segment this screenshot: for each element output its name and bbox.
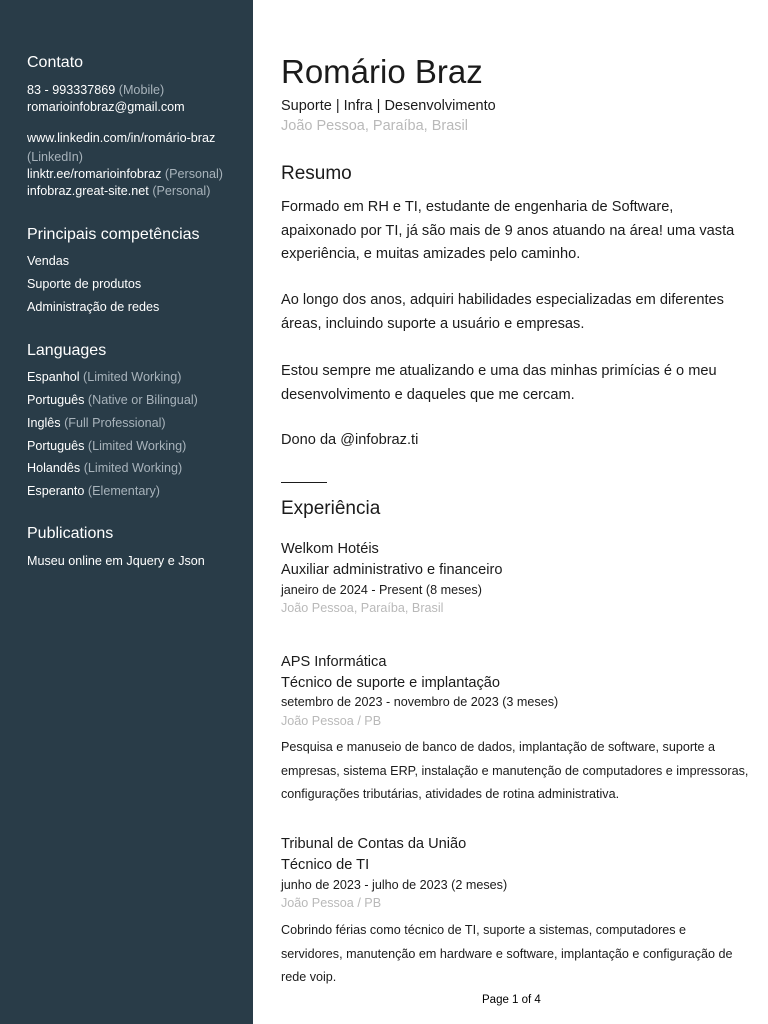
job-role: Técnico de suporte e implantação (281, 675, 501, 691)
job-company: Welkom Hotéis (281, 541, 379, 557)
skills-heading: Principais competências (27, 226, 200, 243)
page-number: Page 1 of 4 (482, 994, 541, 1006)
summary-paragraph: Dono da @infobraz.ti (281, 432, 419, 448)
job-role: Auxiliar administrativo e financeiro (281, 562, 503, 578)
job-role: Técnico de TI (281, 857, 370, 873)
languages-heading: Languages (27, 342, 107, 359)
language-item (27, 461, 182, 475)
profile-location: João Pessoa, Paraíba, Brasil (281, 118, 468, 134)
phone-number: 83 - 993337869 (27, 83, 116, 97)
linktree-label: (Personal) (164, 167, 223, 181)
skill-item: Administração de redes (27, 300, 160, 314)
job-location: João Pessoa, Paraíba, Brasil (281, 601, 444, 615)
language-name: Holandês (27, 461, 81, 475)
language-level: (Full Professional) (64, 416, 166, 430)
job-company: Tribunal de Contas da União (281, 836, 467, 852)
job-location: João Pessoa / PB (281, 714, 382, 728)
job-description: Cobrindo férias como técnico de TI, suporte a sistemas, computadores e servidores, manutenção em hardware e software, implantação e configuração de rede voip. (281, 923, 733, 984)
skill-item: Suporte de produtos (27, 277, 142, 291)
summary-paragraph: Ao longo dos anos, adquiri habilidades especializadas em diferentes áreas, incluindo suporte a usuário e empresas. (281, 292, 724, 332)
summary-paragraph: Formado em RH e TI, estudante de engenharia de Software, apaixonado por TI, já são mais de 9 anos atuando na área! uma vasta experiência, e muitas amizades pelo caminho. (281, 199, 735, 262)
job-location: João Pessoa / PB (281, 896, 382, 910)
experience-heading: Experiência (281, 498, 381, 519)
contact-heading: Contato (27, 54, 84, 71)
section-divider (281, 482, 327, 483)
linkedin-label: (LinkedIn) (27, 150, 84, 164)
language-name: Português (27, 393, 85, 407)
linktree-url[interactable]: linktr.ee/romarioinfobraz (27, 167, 162, 181)
language-name: Português (27, 439, 85, 453)
language-level: (Limited Working) (87, 439, 187, 453)
language-item (27, 416, 166, 430)
main-content (253, 0, 768, 1024)
language-name: Esperanto (27, 484, 85, 498)
contact-phone (27, 83, 164, 97)
linkedin-link[interactable]: www.linkedin.com/in/romário-braz (27, 131, 216, 145)
contact-email[interactable]: romarioinfobraz@gmail.com (27, 100, 185, 114)
summary-paragraph: Estou sempre me atualizando e uma das minhas primícias é o meu desenvolvimento e daqueles que me cercam. (281, 363, 717, 403)
skill-item: Vendas (27, 254, 70, 268)
language-item (27, 439, 186, 453)
publication-item: Museu online em Jquery e Json (27, 554, 205, 568)
language-name: Espanhol (27, 370, 80, 384)
website-label: (Personal) (152, 184, 211, 198)
job-dates: junho de 2023 - julho de 2023 (2 meses) (281, 878, 508, 892)
language-level: (Elementary) (87, 484, 161, 498)
website-url[interactable]: infobraz.great-site.net (27, 184, 149, 198)
job-dates: setembro de 2023 - novembro de 2023 (3 meses) (281, 695, 559, 709)
language-item (27, 370, 181, 384)
language-item (27, 393, 198, 407)
job-company: APS Informática (281, 654, 387, 670)
linktree-link[interactable] (27, 167, 223, 181)
language-level: (Native or Bilingual) (87, 393, 198, 407)
language-level: (Limited Working) (83, 461, 183, 475)
language-item (27, 484, 160, 498)
profile-headline: Suporte | Infra | Desenvolvimento (281, 98, 496, 114)
publications-heading: Publications (27, 525, 114, 542)
phone-label: (Mobile) (118, 83, 165, 97)
summary-heading: Resumo (281, 163, 352, 184)
job-description: Pesquisa e manuseio de banco de dados, implantação de software, suporte a empresas, sistema ERP, instalação e manutenção de computadores e impressoras, configurações tributárias, atividades de rotina administrativa. (281, 740, 749, 801)
website-link[interactable] (27, 184, 210, 198)
language-level: (Limited Working) (83, 370, 182, 384)
sidebar (0, 0, 253, 1024)
profile-name: Romário Braz (281, 53, 483, 90)
job-dates: janeiro de 2024 - Present (8 meses) (281, 583, 482, 597)
language-name: Inglês (27, 416, 61, 430)
